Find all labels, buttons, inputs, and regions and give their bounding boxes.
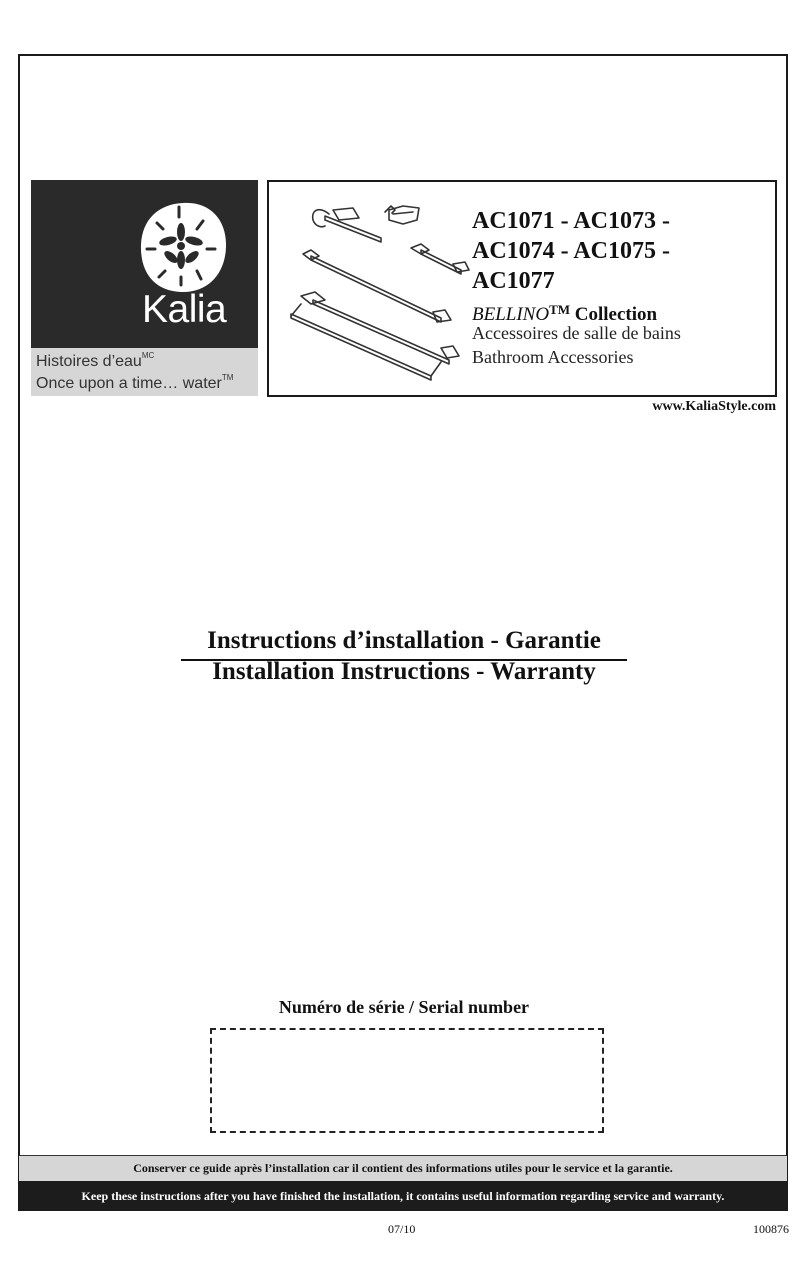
- category-en: Bathroom Accessories: [472, 347, 634, 367]
- tagline-fr: Histoires d’eau$^{MC}$: [36, 351, 155, 370]
- document-title-fr: Instructions d’installation - Garantie: [207, 627, 601, 654]
- document-title-en: Installation Instructions - Warranty: [212, 658, 596, 685]
- date-code: 07/10: [388, 1222, 416, 1236]
- product-box: [267, 180, 777, 397]
- notice-fr: Conserver ce guide après l’installation car il contient des informations utiles pour le service et la garantie.: [19, 1155, 787, 1181]
- collection-name: BELLINO™ Collection: [472, 302, 658, 325]
- website-link[interactable]: www.KaliaStyle.com: [652, 399, 776, 414]
- brand-tagline-band: [31, 348, 258, 396]
- category-fr: Accessoires de salle de bains: [472, 323, 681, 343]
- serial-number-field[interactable]: [210, 1028, 604, 1133]
- serial-number-label: Numéro de série / Serial number: [278, 997, 530, 1017]
- product-codes: AC1071 - AC1073 - AC1074 - AC1075 - AC1077: [472, 208, 670, 294]
- brand-logo: [31, 180, 258, 348]
- notice-en: Keep these instructions after you have finished the installation, it contains useful information regarding service and warranty.: [19, 1181, 787, 1211]
- document-number: 100876: [753, 1222, 789, 1236]
- tagline-en: Once upon a time… water™: [36, 373, 234, 392]
- sand-dollar-icon: [137, 199, 229, 295]
- brand-name: Kalia: [142, 288, 227, 331]
- bathroom-accessories-icon: [281, 190, 473, 386]
